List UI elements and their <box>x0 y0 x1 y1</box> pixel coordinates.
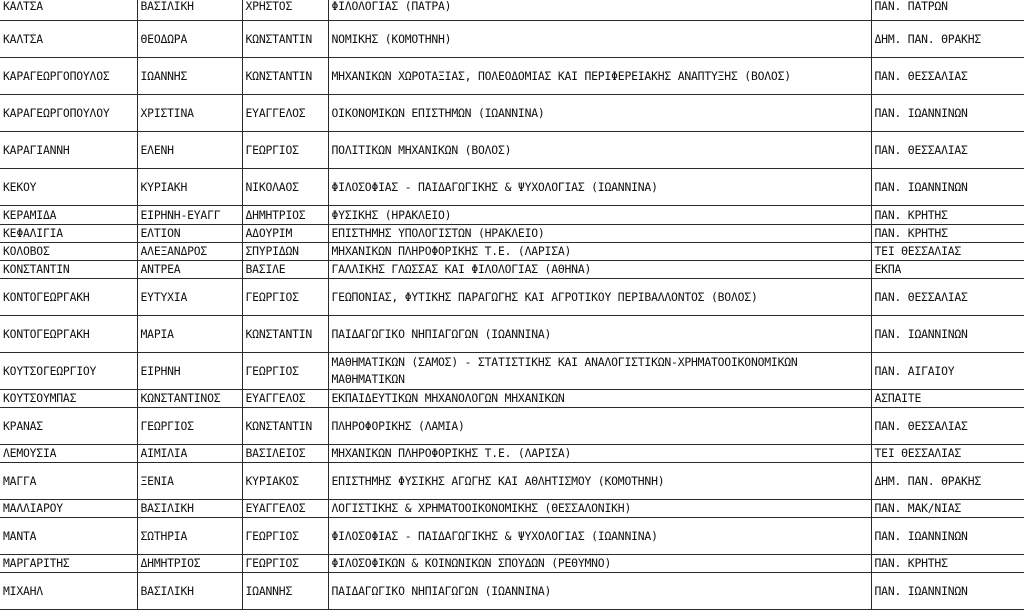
first-name-cell[interactable]: ΞΕΝΙΑ <box>137 463 242 500</box>
father-name-cell[interactable]: ΚΩΝΣΤΑΝΤΙΝ <box>242 408 328 445</box>
first-name-cell[interactable]: ΕΙΡΗΝΗ <box>137 353 242 390</box>
first-name-cell[interactable]: ΓΕΩΡΓΙΟΣ <box>137 408 242 445</box>
institution-cell[interactable]: ΠΑΝ. ΙΩΑΝΝΙΝΩΝ <box>871 169 1024 206</box>
department-cell[interactable]: ΠΛΗΡΟΦΟΡΙΚΗΣ (ΛΑΜΙΑ) <box>328 408 871 445</box>
department-cell[interactable]: ΓΑΛΛΙΚΗΣ ΓΛΩΣΣΑΣ ΚΑΙ ΦΙΛΟΛΟΓΙΑΣ (ΑΘΗΝΑ) <box>328 261 871 279</box>
first-name-cell[interactable]: ΕΙΡΗΝΗ-ΕΥΑΓΓ <box>137 206 242 225</box>
table-row <box>0 390 1024 408</box>
institution-cell[interactable]: ΑΣΠΑΙΤΕ <box>871 390 1024 408</box>
institution-cell[interactable]: ΤΕΙ ΘΕΣΣΑΛΙΑΣ <box>871 243 1024 261</box>
surname-cell[interactable]: ΚΕΚΟΥ <box>0 169 137 206</box>
first-name-cell[interactable]: ΧΡΙΣΤΙΝΑ <box>137 95 242 132</box>
surname-cell[interactable]: ΜΑΓΓΑ <box>0 463 137 500</box>
surname-cell[interactable]: ΜΙΧΑΗΛ <box>0 573 137 610</box>
father-name-cell[interactable]: ΓΕΩΡΓΙΟΣ <box>242 279 328 316</box>
department-cell[interactable]: ΝΟΜΙΚΗΣ (ΚΟΜΟΤΗΝΗ) <box>328 21 871 58</box>
institution-cell[interactable]: ΠΑΝ. ΠΑΤΡΩΝ <box>871 0 1024 21</box>
first-name-cell[interactable]: ΕΛΕΝΗ <box>137 132 242 169</box>
institution-cell[interactable]: ΠΑΝ. ΙΩΑΝΝΙΝΩΝ <box>871 518 1024 555</box>
father-name-cell[interactable]: ΑΔΟΥΡΙΜ <box>242 225 328 243</box>
department-cell[interactable]: ΜΗΧΑΝΙΚΩΝ ΠΛΗΡΟΦΟΡΙΚΗΣ Τ.Ε. (ΛΑΡΙΣΑ) <box>328 243 871 261</box>
table-row <box>0 0 1024 21</box>
institution-cell[interactable]: ΠΑΝ. ΙΩΑΝΝΙΝΩΝ <box>871 95 1024 132</box>
first-name-cell[interactable]: ΣΩΤΗΡΙΑ <box>137 518 242 555</box>
father-name-cell[interactable]: ΕΥΑΓΓΕΛΟΣ <box>242 95 328 132</box>
first-name-cell[interactable]: ΕΥΤΥΧΙΑ <box>137 279 242 316</box>
department-cell[interactable]: ΕΚΠΑΙΔΕΥΤΙΚΩΝ ΜΗΧΑΝΟΛΟΓΩΝ ΜΗΧΑΝΙΚΩΝ <box>328 390 871 408</box>
surname-cell[interactable]: ΚΟΥΤΣΟΓΕΩΡΓΙΟΥ <box>0 353 137 390</box>
first-name-cell[interactable]: ΜΑΡΙΑ <box>137 316 242 353</box>
table-row <box>0 21 1024 58</box>
department-cell[interactable]: ΠΑΙΔΑΓΩΓΙΚΟ ΝΗΠΙΑΓΩΓΩΝ (ΙΩΑΝΝΙΝΑ) <box>328 316 871 353</box>
department-cell[interactable]: ΦΙΛΟΛΟΓΙΑΣ (ΠΑΤΡΑ) <box>328 0 871 21</box>
table-row <box>0 500 1024 518</box>
first-name-cell[interactable]: ΙΩΑΝΝΗΣ <box>137 58 242 95</box>
table-row <box>0 225 1024 243</box>
institution-cell[interactable]: ΔΗΜ. ΠΑΝ. ΘΡΑΚΗΣ <box>871 463 1024 500</box>
institution-cell[interactable]: ΠΑΝ. ΘΕΣΣΑΛΙΑΣ <box>871 132 1024 169</box>
first-name-cell[interactable]: ΑΙΜΙΛΙΑ <box>137 445 242 463</box>
first-name-cell[interactable]: ΑΝΤΡΕΑ <box>137 261 242 279</box>
first-name-cell[interactable]: ΚΩΝΣΤΑΝΤΙΝΟΣ <box>137 390 242 408</box>
father-name-cell[interactable]: ΒΑΣΙΛΕ <box>242 261 328 279</box>
surname-cell[interactable]: ΚΕΦΑΛΙΓΙΑ <box>0 225 137 243</box>
surname-cell[interactable]: ΚΕΡΑΜΙΔΑ <box>0 206 137 225</box>
surname-cell[interactable]: ΚΟΛΟΒΟΣ <box>0 243 137 261</box>
department-cell[interactable]: ΜΑΘΗΜΑΤΙΚΩΝ (ΣΑΜΟΣ) - ΣΤΑΤΙΣΤΙΚΗΣ ΚΑΙ ΑΝΑΛΟΓΙΣΤΙΚΩΝ-ΧΡΗΜΑΤΟΟΙΚΟΝΟΜΙΚΩΝ ΜΑΘΗΜΑΤΙΚΩΝ <box>328 353 871 390</box>
first-name-cell[interactable]: ΚΥΡΙΑΚΗ <box>137 169 242 206</box>
surname-cell[interactable]: ΚΑΡΑΓΕΩΡΓΟΠΟΥΛΟΥ <box>0 95 137 132</box>
table-row <box>0 95 1024 132</box>
father-name-cell[interactable]: ΓΕΩΡΓΙΟΣ <box>242 132 328 169</box>
table-row <box>0 353 1024 390</box>
institution-cell[interactable]: ΠΑΝ. ΜΑΚ/ΝΙΑΣ <box>871 500 1024 518</box>
department-cell[interactable]: ΠΟΛΙΤΙΚΩΝ ΜΗΧΑΝΙΚΩΝ (ΒΟΛΟΣ) <box>328 132 871 169</box>
table-row <box>0 573 1024 610</box>
table-row <box>0 555 1024 573</box>
institution-cell[interactable]: ΠΑΝ. ΙΩΑΝΝΙΝΩΝ <box>871 316 1024 353</box>
table-row <box>0 261 1024 279</box>
table-row <box>0 169 1024 206</box>
father-name-cell[interactable]: ΚΩΝΣΤΑΝΤΙΝ <box>242 58 328 95</box>
institution-cell[interactable]: ΠΑΝ. ΑΙΓΑΙΟΥ <box>871 353 1024 390</box>
institution-cell[interactable]: ΠΑΝ. ΚΡΗΤΗΣ <box>871 206 1024 225</box>
department-cell[interactable]: ΛΟΓΙΣΤΙΚΗΣ & ΧΡΗΜΑΤΟΟΙΚΟΝΟΜΙΚΗΣ (ΘΕΣΣΑΛΟΝΙΚΗ) <box>328 500 871 518</box>
table-row <box>0 279 1024 316</box>
father-name-cell[interactable]: ΓΕΩΡΓΙΟΣ <box>242 555 328 573</box>
table-row <box>0 518 1024 555</box>
table-row <box>0 132 1024 169</box>
surname-cell[interactable]: ΚΟΝΤΟΓΕΩΡΓΑΚΗ <box>0 279 137 316</box>
table-row <box>0 463 1024 500</box>
first-name-cell[interactable]: ΒΑΣΙΛΙΚΗ <box>137 0 242 21</box>
surname-cell[interactable]: ΚΑΡΑΓΙΑΝΝΗ <box>0 132 137 169</box>
institution-cell[interactable]: ΠΑΝ. ΚΡΗΤΗΣ <box>871 555 1024 573</box>
surname-cell[interactable]: ΚΟΥΤΣΟΥΜΠΑΣ <box>0 390 137 408</box>
department-cell[interactable]: ΟΙΚΟΝΟΜΙΚΩΝ ΕΠΙΣΤΗΜΩΝ (ΙΩΑΝΝΙΝΑ) <box>328 95 871 132</box>
table-row <box>0 58 1024 95</box>
father-name-cell[interactable]: ΔΗΜΗΤΡΙΟΣ <box>242 206 328 225</box>
surname-cell[interactable]: ΚΟΝΤΟΓΕΩΡΓΑΚΗ <box>0 316 137 353</box>
institution-cell[interactable]: ΠΑΝ. ΘΕΣΣΑΛΙΑΣ <box>871 408 1024 445</box>
father-name-cell[interactable]: ΒΑΣΙΛΕΙΟΣ <box>242 445 328 463</box>
department-cell[interactable]: ΜΗΧΑΝΙΚΩΝ ΠΛΗΡΟΦΟΡΙΚΗΣ Τ.Ε. (ΛΑΡΙΣΑ) <box>328 445 871 463</box>
table-row <box>0 206 1024 225</box>
department-cell[interactable]: ΦΙΛΟΣΟΦΙΑΣ - ΠΑΙΔΑΓΩΓΙΚΗΣ & ΨΥΧΟΛΟΓΙΑΣ (ΙΩΑΝΝΙΝΑ) <box>328 518 871 555</box>
table-row <box>0 445 1024 463</box>
father-name-cell[interactable]: ΝΙΚΟΛΑΟΣ <box>242 169 328 206</box>
father-name-cell[interactable]: ΚΩΝΣΤΑΝΤΙΝ <box>242 316 328 353</box>
surname-cell[interactable]: ΚΑΛΤΣΑ <box>0 0 137 21</box>
institution-cell[interactable]: ΔΗΜ. ΠΑΝ. ΘΡΑΚΗΣ <box>871 21 1024 58</box>
first-name-cell[interactable]: ΕΛΤΙΟΝ <box>137 225 242 243</box>
department-cell[interactable]: ΦΙΛΟΣΟΦΙΑΣ - ΠΑΙΔΑΓΩΓΙΚΗΣ & ΨΥΧΟΛΟΓΙΑΣ (ΙΩΑΝΝΙΝΑ) <box>328 169 871 206</box>
surname-cell[interactable]: ΜΑΝΤΑ <box>0 518 137 555</box>
department-cell[interactable]: ΓΕΩΠΟΝΙΑΣ, ΦΥΤΙΚΗΣ ΠΑΡΑΓΩΓΗΣ ΚΑΙ ΑΓΡΟΤΙΚΟΥ ΠΕΡΙΒΑΛΛΟΝΤΟΣ (ΒΟΛΟΣ) <box>328 279 871 316</box>
institution-cell[interactable]: ΠΑΝ. ΘΕΣΣΑΛΙΑΣ <box>871 58 1024 95</box>
father-name-cell[interactable]: ΓΕΩΡΓΙΟΣ <box>242 353 328 390</box>
father-name-cell[interactable]: ΕΥΑΓΓΕΛΟΣ <box>242 500 328 518</box>
department-cell[interactable]: ΕΠΙΣΤΗΜΗΣ ΥΠΟΛΟΓΙΣΤΩΝ (ΗΡΑΚΛΕΙΟ) <box>328 225 871 243</box>
father-name-cell[interactable]: ΚΩΝΣΤΑΝΤΙΝ <box>242 21 328 58</box>
first-name-cell[interactable]: ΑΛΕΞΑΝΔΡΟΣ <box>137 243 242 261</box>
father-name-cell[interactable]: ΓΕΩΡΓΙΟΣ <box>242 518 328 555</box>
first-name-cell[interactable]: ΒΑΣΙΛΙΚΗ <box>137 573 242 610</box>
surname-cell[interactable]: ΛΕΜΟΥΣΙΑ <box>0 445 137 463</box>
surname-cell[interactable]: ΚΑΡΑΓΕΩΡΓΟΠΟΥΛΟΣ <box>0 58 137 95</box>
surname-cell[interactable]: ΚΑΛΤΣΑ <box>0 21 137 58</box>
institution-cell[interactable]: ΠΑΝ. ΚΡΗΤΗΣ <box>871 225 1024 243</box>
father-name-cell[interactable]: ΚΥΡΙΑΚΟΣ <box>242 463 328 500</box>
table-row <box>0 408 1024 445</box>
department-cell[interactable]: ΦΥΣΙΚΗΣ (ΗΡΑΚΛΕΙΟ) <box>328 206 871 225</box>
table-row <box>0 316 1024 353</box>
surname-cell[interactable]: ΚΡΑΝΑΣ <box>0 408 137 445</box>
first-name-cell[interactable]: ΘΕΟΔΩΡΑ <box>137 21 242 58</box>
father-name-cell[interactable]: ΙΩΑΝΝΗΣ <box>242 573 328 610</box>
father-name-cell[interactable]: ΧΡΗΣΤΟΣ <box>242 0 328 21</box>
father-name-cell[interactable]: ΣΠΥΡΙΔΩΝ <box>242 243 328 261</box>
surname-cell[interactable]: ΜΑΡΓΑΡΙΤΗΣ <box>0 555 137 573</box>
department-cell[interactable]: ΠΑΙΔΑΓΩΓΙΚΟ ΝΗΠΙΑΓΩΓΩΝ (ΙΩΑΝΝΙΝΑ) <box>328 573 871 610</box>
department-cell[interactable]: ΦΙΛΟΣΟΦΙΚΩΝ & ΚΟΙΝΩΝΙΚΩΝ ΣΠΟΥΔΩΝ (ΡΕΘΥΜΝΟ) <box>328 555 871 573</box>
table-row <box>0 243 1024 261</box>
department-cell[interactable]: ΜΗΧΑΝΙΚΩΝ ΧΩΡΟΤΑΞΙΑΣ, ΠΟΛΕΟΔΟΜΙΑΣ ΚΑΙ ΠΕΡΙΦΕΡΕΙΑΚΗΣ ΑΝΑΠΤΥΞΗΣ (ΒΟΛΟΣ) <box>328 58 871 95</box>
institution-cell[interactable]: ΤΕΙ ΘΕΣΣΑΛΙΑΣ <box>871 445 1024 463</box>
department-cell[interactable]: ΕΠΙΣΤΗΜΗΣ ΦΥΣΙΚΗΣ ΑΓΩΓΗΣ ΚΑΙ ΑΘΛΗΤΙΣΜΟΥ (ΚΟΜΟΤΗΝΗ) <box>328 463 871 500</box>
institution-cell[interactable]: ΠΑΝ. ΘΕΣΣΑΛΙΑΣ <box>871 279 1024 316</box>
institution-cell[interactable]: ΕΚΠΑ <box>871 261 1024 279</box>
father-name-cell[interactable]: ΕΥΑΓΓΕΛΟΣ <box>242 390 328 408</box>
institution-cell[interactable]: ΠΑΝ. ΙΩΑΝΝΙΝΩΝ <box>871 573 1024 610</box>
first-name-cell[interactable]: ΒΑΣΙΛΙΚΗ <box>137 500 242 518</box>
surname-cell[interactable]: ΚΟΝΣΤΑΝΤΙΝ <box>0 261 137 279</box>
surname-cell[interactable]: ΜΑΛΛΙΑΡΟΥ <box>0 500 137 518</box>
first-name-cell[interactable]: ΔΗΜΗΤΡΙΟΣ <box>137 555 242 573</box>
